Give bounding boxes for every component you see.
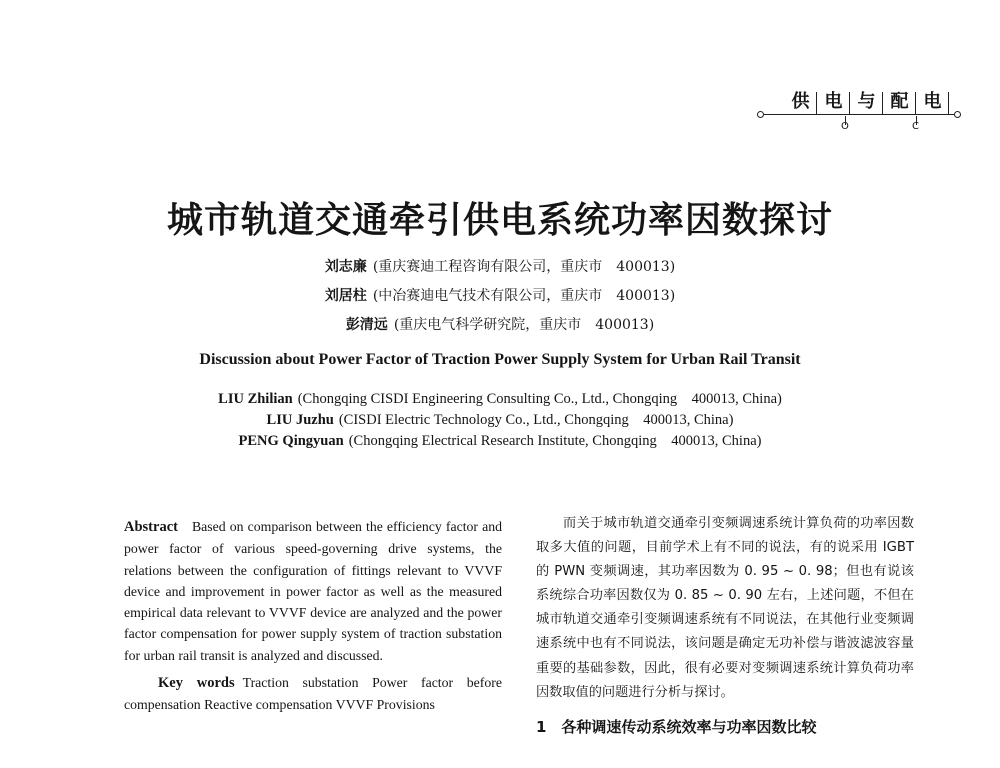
author-name: 彭清远 bbox=[345, 317, 388, 333]
section-header-char: 电 bbox=[923, 91, 942, 112]
section-heading: 1 各种调速传动系统效率与功率因数比较 bbox=[536, 717, 817, 736]
body-column bbox=[536, 512, 914, 739]
author-affiliation: (重庆电气科学研究院，重庆市 400013) bbox=[393, 317, 655, 333]
author-affiliation: (Chongqing Electrical Research Institute, Chongqing 400013, China) bbox=[348, 433, 762, 449]
abstract-label: Abstract bbox=[124, 519, 178, 535]
authors-en bbox=[0, 389, 1000, 452]
author-en-line bbox=[0, 410, 1000, 431]
header-circle-left bbox=[757, 111, 764, 118]
author-affiliation: (CISDI Electric Technology Co., Ltd., Chongqing 400013, China) bbox=[338, 412, 734, 428]
author-cn-line bbox=[0, 311, 1000, 340]
author-name: 刘志廉 bbox=[324, 259, 367, 275]
author-name: 刘居柱 bbox=[324, 288, 367, 304]
header-sub-label-c: C bbox=[912, 121, 919, 132]
section-header-char: 与 bbox=[857, 91, 876, 112]
section-header-char: 供 bbox=[791, 91, 810, 112]
author-cn-line bbox=[0, 282, 1000, 311]
author-name: PENG Qingyuan bbox=[238, 433, 344, 449]
author-en-line bbox=[0, 389, 1000, 410]
authors-cn bbox=[0, 253, 1000, 340]
section-header-char: 配 bbox=[890, 91, 909, 112]
section-header-char: 电 bbox=[824, 91, 843, 112]
section-header bbox=[758, 88, 962, 134]
abstract-column bbox=[124, 516, 502, 716]
section-header-rule bbox=[762, 114, 956, 115]
header-sub-label-o: O bbox=[841, 121, 849, 132]
author-en-line bbox=[0, 431, 1000, 452]
author-affiliation: (重庆赛迪工程咨询有限公司，重庆市 400013) bbox=[372, 259, 676, 275]
header-circle-right bbox=[954, 111, 961, 118]
keywords-label: Key words bbox=[158, 675, 235, 692]
keywords-paragraph bbox=[124, 672, 502, 716]
author-cn-line bbox=[0, 253, 1000, 282]
abstract-paragraph bbox=[124, 516, 502, 666]
author-name: LIU Zhilian bbox=[218, 391, 293, 407]
abstract-text: Based on comparison between the efficiency factor and power factor of various speed-governing drive systems, the relations between the configuration of fittings relevant to VVVF device and improvement in power factor as well as the measured empirical data relevant to VVVF device are analyzed and the power factor compensation for power supply system of traction substation for urban rail transit is analyzed and discussed. bbox=[124, 519, 502, 663]
body-paragraph: 而关于城市轨道交通牵引变频调速系统计算负荷的功率因数取多大值的问题，目前学术上有不同的说法，有的说采用 IGBT 的 PWN 变频调速，其功率因数为 0. 95 ~ 0. 98；但也有说该系统综合功率因数仅为 0. 85 ~ 0. 90 左右，上述问题，不但在城市轨道交通牵引变频调速系统有不同说法，在其他行业变频调速系统中也有不同说法，该问题是确定无功补偿与谐波滤波容量重要的基础参数，因此，很有必要对变频调速系统计算负荷功率因数取值的问题进行分析与探讨。 bbox=[536, 516, 914, 700]
page-title-cn: 城市轨道交通牵引供电系统功率因数探讨 bbox=[166, 200, 833, 241]
author-affiliation: (Chongqing CISDI Engineering Consulting Co., Ltd., Chongqing 400013, China) bbox=[297, 391, 782, 407]
author-name: LIU Juzhu bbox=[266, 412, 334, 428]
keywords-text: Traction substation Power factor before compensation Reactive compensation VVVF Provisions bbox=[124, 675, 502, 713]
page-title-en: Discussion about Power Factor of Traction Power Supply System for Urban Rail Transit bbox=[199, 351, 801, 368]
author-affiliation: (中冶赛迪电气技术有限公司，重庆市 400013) bbox=[372, 288, 676, 304]
section-header-chars bbox=[784, 90, 949, 114]
